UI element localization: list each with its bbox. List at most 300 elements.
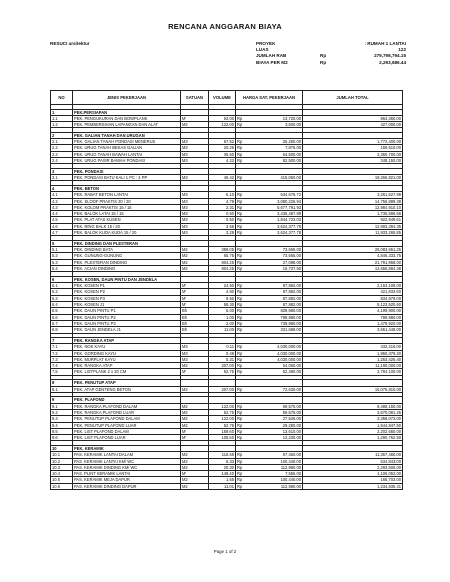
item-total: 421,833.60 — [303, 289, 403, 295]
item-unit-price: 3,500.00 — [245, 122, 303, 128]
item-total: 11,367,460.00 — [303, 452, 403, 458]
item-total: 11,933,265.85 — [303, 230, 403, 236]
item-currency: Rp — [236, 204, 245, 210]
item-currency: Rp — [236, 464, 245, 470]
item-volume: 2.31 — [209, 204, 236, 210]
item-currency: Rp — [236, 428, 245, 434]
item-total: 427,000.00 — [303, 122, 403, 128]
item-number: 1.1 — [51, 115, 73, 121]
section-title: PEK. DINDING DAN PLESTERAN — [73, 240, 181, 246]
item-work-type: PEK. GORDING KAYU — [73, 350, 181, 356]
item-currency: Rp — [236, 452, 245, 458]
item-volume: 0.50 — [209, 217, 236, 223]
item-currency: Rp — [236, 139, 245, 145]
item-number: 3.1 — [51, 175, 73, 181]
item-unit: M' — [181, 435, 209, 441]
item-unit: M3 — [181, 198, 209, 204]
section-title: PEK. PENUTUP ATAP — [73, 380, 181, 386]
item-work-type: PEK. KOSEN P2 — [73, 289, 181, 295]
item-volume: 5.33 — [209, 458, 236, 464]
item-volume: 11.01 — [209, 483, 236, 489]
item-total: 2,153,109.00 — [303, 283, 403, 289]
item-number: 9.5 — [51, 428, 73, 434]
item-unit-price: 69,575.00 — [245, 409, 303, 415]
item-unit: M' — [181, 283, 209, 289]
item-unit-price: 97,460.00 — [245, 452, 303, 458]
item-unit-price: 3,080,226.94 — [245, 198, 303, 204]
item-work-type: PEK. KOLOM PRAKTIS 15 / 15 — [73, 204, 181, 210]
item-unit-price: 72,630.00 — [245, 386, 303, 392]
item-volume: 24.50 — [209, 283, 236, 289]
cost-per-m2-value: 2,293,686.44 — [379, 59, 406, 65]
item-volume: 148.40 — [209, 471, 236, 477]
item-currency: Rp — [236, 483, 245, 489]
item-unit: M2 — [181, 253, 209, 259]
item-unit-price: 7,555.00 — [245, 471, 303, 477]
item-total: 2,293,506.00 — [303, 464, 403, 470]
item-currency: Rp — [236, 314, 245, 320]
item-unit: M3 — [181, 223, 209, 229]
item-number: 4.2 — [51, 198, 73, 204]
item-total: 12,984,910.10 — [303, 204, 403, 210]
section-number: 6 — [51, 276, 73, 282]
item-unit: M3 — [181, 230, 209, 236]
item-number: 10.4 — [51, 471, 73, 477]
item-volume: 4.22 — [209, 158, 236, 164]
table-header-row — [51, 91, 403, 105]
item-unit-price: 331,688.00 — [245, 327, 303, 333]
item-work-type: PEK. NOK KAYU — [73, 344, 181, 350]
item-volume: 116.69 — [209, 452, 236, 458]
item-volume: 20.30 — [209, 464, 236, 470]
item-total: 1,234,835.31 — [303, 483, 403, 489]
item-total: 19,266,821.00 — [303, 175, 403, 181]
item-volume: 52.75 — [209, 409, 236, 415]
item-unit: M3 — [181, 344, 209, 350]
item-total: 2,784,100.00 — [303, 369, 403, 375]
item-unit-price: 69,575.00 — [245, 403, 303, 409]
section-title: PEK. PONDASI — [73, 168, 181, 174]
item-volume: 9.50 — [209, 295, 236, 301]
item-currency: Rp — [236, 409, 245, 415]
item-unit-price: 100,440.00 — [245, 458, 303, 464]
item-unit-price: 3,624,377.78 — [245, 230, 303, 236]
item-work-type: PEK. PEMBERSIHAN LAPANGAN DAN ALAT — [73, 122, 181, 128]
item-volume: 804.25 — [209, 259, 236, 265]
item-total: 21,791,958.00 — [303, 259, 403, 265]
item-volume: 0.31 — [209, 356, 236, 362]
item-unit: M' — [181, 428, 209, 434]
item-total: 12,656,884.38 — [303, 266, 403, 272]
item-unit: M' — [181, 289, 209, 295]
item-unit-price: 839,980.00 — [245, 308, 303, 314]
item-number: 5.3 — [51, 259, 73, 265]
item-unit: M3 — [181, 145, 209, 151]
total-rab-value: 279,798,794.15 — [374, 53, 406, 59]
item-currency: Rp — [236, 192, 245, 198]
item-currency: Rp — [236, 247, 245, 253]
item-unit-price: 5,677,791.93 — [245, 204, 303, 210]
item-work-type: PEK. DAUN PINTU P3 — [73, 320, 181, 326]
section-number: 5 — [51, 240, 73, 246]
item-volume: 1.00 — [209, 314, 236, 320]
item-currency: Rp — [236, 350, 245, 356]
item-number: 5.1 — [51, 247, 73, 253]
item-currency: Rp — [236, 320, 245, 326]
item-work-type: PEK. RING BALK 15 / 20 — [73, 223, 181, 229]
item-currency: Rp — [236, 369, 245, 375]
item-unit-price: 29,280.00 — [245, 422, 303, 428]
item-work-type: PEK. LISTPLANK 2 x 20 CM — [73, 369, 181, 375]
item-currency: Rp — [236, 416, 245, 422]
item-number: 6.7 — [51, 320, 73, 326]
item-work-type: PAS. KERAMIK DINDING KM/ WC — [73, 464, 181, 470]
item-number: 7.5 — [51, 369, 73, 375]
item-volume: 20.26 — [209, 145, 236, 151]
item-number: 7.4 — [51, 363, 73, 369]
table-row — [51, 483, 403, 489]
item-currency: Rp — [236, 115, 245, 121]
item-currency: Rp — [236, 403, 245, 409]
item-work-type: PEK. URUG TANAH BAWAH LANTAI — [73, 151, 181, 157]
item-currency: Rp — [236, 308, 245, 314]
item-number: 6.8 — [51, 327, 73, 333]
item-number: 6.3 — [51, 295, 73, 301]
item-volume: 4.79 — [209, 198, 236, 204]
item-unit-price: 27,526.00 — [245, 416, 303, 422]
section-title: PEK. KOSEN, DAUN PINTU DAN JENDELA — [73, 276, 181, 282]
item-total: 3,358,072.00 — [303, 416, 403, 422]
item-unit-price: 13,720.00 — [245, 115, 303, 121]
item-unit: M2 — [181, 416, 209, 422]
item-volume: 0.11 — [209, 344, 236, 350]
item-total: 1,772,400.00 — [303, 139, 403, 145]
item-number: 1.2 — [51, 122, 73, 128]
item-number: 2.4 — [51, 158, 73, 164]
item-currency: Rp — [236, 158, 245, 164]
item-number: 5.4 — [51, 266, 73, 272]
item-currency: Rp — [236, 217, 245, 223]
item-unit-price: 3,624,377.78 — [245, 223, 303, 229]
section-number: 3 — [51, 168, 73, 174]
item-work-type: PEK. ATAP GENTENG BETON — [73, 386, 181, 392]
item-volume: 0.50 — [209, 211, 236, 217]
item-unit-price: 4,030,000.00 — [245, 356, 303, 362]
item-unit-price: 54,060.00 — [245, 363, 303, 369]
item-currency: Rp — [236, 344, 245, 350]
item-currency: Rp — [236, 259, 245, 265]
column-header-total: JUMLAH TOTAL — [303, 91, 403, 105]
item-currency: Rp — [236, 198, 245, 204]
item-total: 922,949.61 — [303, 217, 403, 223]
total-rab-currency: Rp — [320, 53, 327, 59]
cost-per-m2-currency: Rp — [320, 59, 327, 65]
item-unit: M' — [181, 302, 209, 308]
section-title: PEK. GALIAN TANAH DAN URUGAN — [73, 132, 181, 138]
item-unit-price: 789,980.00 — [245, 314, 303, 320]
item-work-type: PEK. PENUTUP PLAFOND DALAM — [73, 416, 181, 422]
item-unit: M2 — [181, 483, 209, 489]
item-work-type: PEK. URUG PASIR BAWAH PONDASI — [73, 158, 181, 164]
item-unit: M3 — [181, 139, 209, 145]
item-unit: M3 — [181, 192, 209, 198]
item-unit: M3 — [181, 175, 209, 181]
item-volume: 5.00 — [209, 308, 236, 314]
item-volume: 52.75 — [209, 422, 236, 428]
item-work-type: PEK. RANGKA PLAFOND DALAM — [73, 403, 181, 409]
column-header-no: NO — [51, 91, 73, 105]
item-currency: Rp — [236, 223, 245, 229]
item-unit-price: 64,500.00 — [245, 151, 303, 157]
item-total: 159,510.00 — [303, 145, 403, 151]
item-currency: Rp — [236, 145, 245, 151]
item-unit: M2 — [181, 386, 209, 392]
item-unit-price: 12,230.00 — [245, 435, 303, 441]
item-currency: Rp — [236, 458, 245, 464]
item-unit-price: 13,610.00 — [245, 428, 303, 434]
item-currency: Rp — [236, 302, 245, 308]
item-total: 789,980.00 — [303, 314, 403, 320]
item-volume: 65.75 — [209, 253, 236, 259]
item-work-type: PEK. GALIAN TANAH PONDASI MENERUS — [73, 139, 181, 145]
item-unit: Bh — [181, 308, 209, 314]
item-currency: Rp — [236, 283, 245, 289]
item-unit-price: 100,440.00 — [245, 477, 303, 483]
item-total: 11,190,000.00 — [303, 363, 403, 369]
item-number: 6.5 — [51, 308, 73, 314]
item-total: 28,083,651.25 — [303, 247, 403, 253]
item-total: 4,846,333.75 — [303, 253, 403, 259]
item-unit-price: 26,250.00 — [245, 139, 303, 145]
item-volume: 3.29 — [209, 230, 236, 236]
column-header-work-type: JENIS PEKERJAAN — [73, 91, 181, 105]
item-unit-price: 4,030,000.00 — [245, 350, 303, 356]
item-work-type: PAS. KERAMIK LANTAI KM/ WC — [73, 458, 181, 464]
item-currency: Rp — [236, 289, 245, 295]
item-total: 12,993,394.35 — [303, 223, 403, 229]
item-work-type: PEK. PLAT ATAS KUSEN — [73, 217, 181, 223]
item-work-type: PEK. PONDASI BATU KALI 1 PC : 4 PP — [73, 175, 181, 181]
item-total: 1,544,847.50 — [303, 422, 403, 428]
item-number: 4.6 — [51, 223, 73, 229]
item-volume: 4.80 — [209, 289, 236, 295]
item-unit: M2 — [181, 403, 209, 409]
item-total: 1,253,426.40 — [303, 356, 403, 362]
section-title: PEK. PLAFOND — [73, 397, 181, 403]
item-number: 10.6 — [51, 483, 73, 489]
item-total: 1,735,596.56 — [303, 211, 403, 217]
page-number: Page 1 of 2 — [213, 549, 237, 554]
item-currency: Rp — [236, 356, 245, 362]
item-currency: Rp — [236, 386, 245, 392]
item-number: 4.1 — [51, 192, 73, 198]
item-work-type: PEK. GUNUNG-GUNUNG — [73, 253, 181, 259]
item-total: 2,202,650.00 — [303, 428, 403, 434]
item-currency: Rp — [236, 471, 245, 477]
item-unit-price: 87,882.00 — [245, 295, 303, 301]
item-work-type: PAS. PLINT KERAMIK LANTAI — [73, 471, 181, 477]
item-unit: M3 — [181, 356, 209, 362]
item-unit-price: 112,980.00 — [245, 464, 303, 470]
item-total: 348,150.00 — [303, 158, 403, 164]
item-volume: 122.00 — [209, 122, 236, 128]
item-number: 9.6 — [51, 435, 73, 441]
item-number: 9.4 — [51, 422, 73, 428]
item-unit: M2 — [181, 266, 209, 272]
item-currency: Rp — [236, 253, 245, 259]
item-number: 2.2 — [51, 145, 73, 151]
item-number: 6.6 — [51, 314, 73, 320]
item-unit-price: 7,875.00 — [245, 145, 303, 151]
item-volume: 159.60 — [209, 428, 236, 434]
section-number: 4 — [51, 185, 73, 191]
area-label: LUAS — [256, 47, 269, 53]
item-currency: Rp — [236, 327, 245, 333]
column-header-unit-price: HARGA SAT. PEKERJAAN — [236, 91, 303, 105]
item-currency: Rp — [236, 295, 245, 301]
item-total: 1,106,052.00 — [303, 471, 403, 477]
item-number: 9.3 — [51, 416, 73, 422]
item-volume: 36.60 — [209, 151, 236, 157]
item-volume: 804.25 — [209, 266, 236, 272]
item-work-type: PEK. KOSEN P1 — [73, 283, 181, 289]
item-unit: M3 — [181, 204, 209, 210]
section-number: 2 — [51, 132, 73, 138]
item-number: 2.1 — [51, 139, 73, 145]
item-number: 4.7 — [51, 230, 73, 236]
item-volume: 122.00 — [209, 403, 236, 409]
item-unit: M3 — [181, 217, 209, 223]
item-volume: 11.00 — [209, 327, 236, 333]
document-title: RENCANA ANGGARAN BIAYA — [168, 22, 282, 31]
item-number: 10.1 — [51, 452, 73, 458]
item-unit-price: 1,844,723.03 — [245, 217, 303, 223]
item-number: 4.4 — [51, 211, 73, 217]
item-number: 9.1 — [51, 403, 73, 409]
item-volume: 0.48 — [209, 350, 236, 356]
item-total: 8,488,150.00 — [303, 403, 403, 409]
item-number: 6.1 — [51, 283, 73, 289]
item-work-type: PEK. URUG TANAH BEKAS GALIAN — [73, 145, 181, 151]
item-volume: 52.75 — [209, 369, 236, 375]
company-name: RESUCI arsitektur — [50, 41, 90, 46]
item-unit: Bh — [181, 327, 209, 333]
item-unit-price: 87,882.00 — [245, 283, 303, 289]
item-currency: Rp — [236, 230, 245, 236]
item-volume: 46.42 — [209, 175, 236, 181]
item-work-type: PEK. SLOOF PRAKTIS 20 / 20 — [73, 198, 181, 204]
item-work-type: PEK. PENUTUP PLAFOND LUAR — [73, 422, 181, 428]
item-unit: M3 — [181, 211, 209, 217]
item-unit: Bh — [181, 314, 209, 320]
item-total: 1,290,762.50 — [303, 435, 403, 441]
item-number: 10.5 — [51, 477, 73, 483]
item-number: 9.2 — [51, 409, 73, 415]
cost-per-m2-row — [256, 60, 406, 66]
item-work-type: PAS. KERAMIK DINDING DAPUR — [73, 483, 181, 489]
item-total: 2,360,700.00 — [303, 151, 403, 157]
item-unit: M' — [181, 295, 209, 301]
item-unit: Bh — [181, 320, 209, 326]
item-currency: Rp — [236, 175, 245, 181]
item-volume: 389.05 — [209, 247, 236, 253]
item-unit: M' — [181, 115, 209, 121]
item-currency: Rp — [236, 122, 245, 128]
item-work-type: PEK. LIST PLAFOND LUAR — [73, 435, 181, 441]
item-number: 10.2 — [51, 458, 73, 464]
item-unit: M2 — [181, 363, 209, 369]
item-work-type: PEK. RANGKA PLAFOND LUAR — [73, 409, 181, 415]
item-work-type: PEK. MURPLAT KAYU — [73, 356, 181, 362]
item-unit: M3 — [181, 151, 209, 157]
item-number: 8.1 — [51, 386, 73, 392]
item-unit-price: 27,098.00 — [245, 259, 303, 265]
item-currency: Rp — [236, 151, 245, 157]
item-total: 165,703.00 — [303, 477, 403, 483]
item-work-type: PEK. DAUN PINTU P2 — [73, 314, 181, 320]
item-work-type: PEK. DAUN JENDELA J1 — [73, 327, 181, 333]
item-unit: M2 — [181, 259, 209, 265]
item-total: 1,479,920.00 — [303, 320, 403, 326]
item-work-type: PEK. PENGUKURAN DAN BOWPLANK — [73, 115, 181, 121]
item-total: 834,879.00 — [303, 295, 403, 301]
item-total: 3,651,448.00 — [303, 327, 403, 333]
item-unit: M' — [181, 369, 209, 375]
item-volume: 105.50 — [209, 435, 236, 441]
item-number: 7.1 — [51, 344, 73, 350]
item-number: 7.2 — [51, 350, 73, 356]
budget-table — [50, 90, 403, 490]
item-unit: M2 — [181, 452, 209, 458]
item-total: 3,670,081.25 — [303, 409, 403, 415]
item-currency: Rp — [236, 422, 245, 428]
item-volume: 1.65 — [209, 477, 236, 483]
item-volume: 3.59 — [209, 223, 236, 229]
item-total: 14,756,889.38 — [303, 198, 403, 204]
item-total: 432,216.00 — [303, 344, 403, 350]
area-value: 122 — [398, 47, 406, 53]
item-unit-price: 87,882.00 — [245, 302, 303, 308]
item-volume: 122.00 — [209, 416, 236, 422]
item-total: 15,075,810.00 — [303, 386, 403, 392]
item-work-type: PEK. ACIAN DINDING — [73, 266, 181, 272]
item-total: 5,123,520.60 — [303, 302, 403, 308]
section-number: 7 — [51, 338, 73, 344]
item-unit: M2 — [181, 464, 209, 470]
item-work-type: PEK. LIST PLAFOND DALAM — [73, 428, 181, 434]
item-number: 2.3 — [51, 151, 73, 157]
item-volume: 67.52 — [209, 139, 236, 145]
item-number: 10.3 — [51, 464, 73, 470]
section-number: 9 — [51, 397, 73, 403]
item-unit-price: 739,980.00 — [245, 320, 303, 326]
item-total: 4,199,900.00 — [303, 308, 403, 314]
item-unit-price: 534,676.72 — [245, 192, 303, 198]
item-unit-price: 82,500.00 — [245, 158, 303, 164]
item-work-type: PEK. KOSEN P3 — [73, 295, 181, 301]
item-unit: M' — [181, 471, 209, 477]
item-work-type: PEK. KOSEN J1 — [73, 302, 181, 308]
item-work-type: PEK. BALOK LATAI 15 / 15 — [73, 211, 181, 217]
item-unit: M2 — [181, 122, 209, 128]
item-number: 6.2 — [51, 289, 73, 295]
item-volume: 207.00 — [209, 386, 236, 392]
item-unit-price: 112,980.00 — [245, 483, 303, 489]
item-volume: 63.00 — [209, 115, 236, 121]
cost-per-m2-label: BIAYA PER M2 — [256, 59, 288, 65]
item-unit: M2 — [181, 422, 209, 428]
item-unit-price: 15,737.50 — [245, 266, 303, 272]
